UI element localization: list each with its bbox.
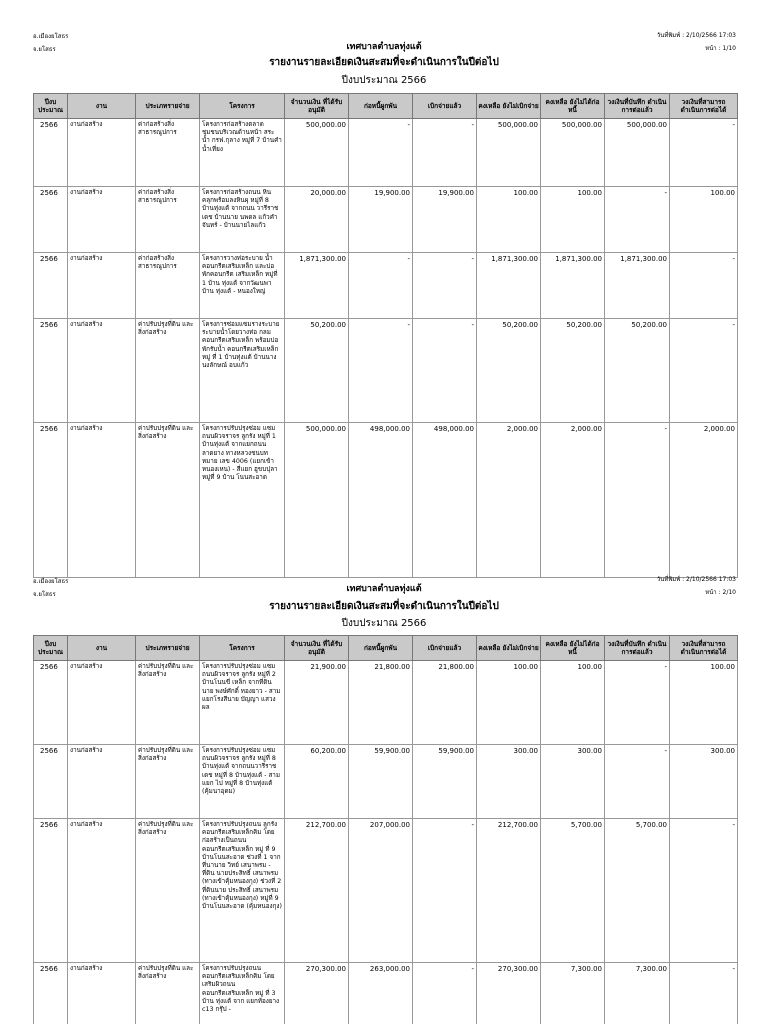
cell-section: งานก่อสร้าง bbox=[68, 319, 136, 423]
cell-expense-type: ค่าปรับปรุงที่ดิน และสิ่งก่อสร้าง bbox=[136, 423, 200, 578]
cell-available: 2,000.00 bbox=[670, 423, 738, 578]
cell-expense-type: ค่าก่อสร้างสิ่ง สาธารณูปการ bbox=[136, 253, 200, 319]
cell-continued: 50,200.00 bbox=[605, 319, 670, 423]
column-header: คงเหลือ ยังไม่เบิกจ่าย bbox=[477, 94, 541, 119]
fiscal-year: ปีงบประมาณ 2566 bbox=[341, 75, 427, 86]
cell-remaining-uncommitted: 500,000.00 bbox=[541, 119, 605, 187]
cell-disbursed: - bbox=[413, 319, 477, 423]
cell-remaining-uncommitted: 5,700.00 bbox=[541, 819, 605, 963]
cell-remaining-uncommitted: 100.00 bbox=[541, 187, 605, 253]
cell-project: โครงการปรับปรุงถนน ลูกรังคอนกรีตเสริมเหล็กคิม โดยก่อสร้างเป็นถนน คอนกรีตเสริมเหล็ก หมู่ ที่ 9 บ้านโนนสะอาด ช่วงที่ 1 จากที่นานาย วิทย์ เสนาพรม - ที่ดิน นายประสิทธิ์ เสนาพรม (ทางเข้าคุ้มหนองกุง) ช่วงที่ 2 ที่ดินนาย ประสิทธิ์ เสนาพรม (ทางเข้าคุ้มหนองกุง) หมู่ที่ 9 บ้านโนนสะอาด (คุ้มหนองกุง) bbox=[200, 819, 285, 963]
cell-committed: 21,800.00 bbox=[349, 661, 413, 745]
cell-remaining-uncommitted: 7,300.00 bbox=[541, 963, 605, 1024]
column-header: จำนวนเงิน ที่ได้รับอนุมัติ bbox=[285, 636, 349, 661]
cell-section: งานก่อสร้าง bbox=[68, 187, 136, 253]
column-header: วงเงินที่สามารถ ดำเนินการต่อได้ bbox=[670, 636, 738, 661]
table-row bbox=[34, 661, 738, 745]
column-header: เบิกจ่ายแล้ว bbox=[413, 636, 477, 661]
table-header-row bbox=[34, 94, 738, 119]
cell-expense-type: ค่าปรับปรุงที่ดิน และสิ่งก่อสร้าง bbox=[136, 745, 200, 819]
column-header: คงเหลือ ยังไม่ได้ก่อหนี้ bbox=[541, 94, 605, 119]
column-header: งาน bbox=[68, 94, 136, 119]
cell-available: - bbox=[670, 819, 738, 963]
cell-continued: - bbox=[605, 745, 670, 819]
column-header: คงเหลือ ยังไม่เบิกจ่าย bbox=[477, 636, 541, 661]
cell-year: 2566 bbox=[34, 423, 68, 578]
cell-year: 2566 bbox=[34, 253, 68, 319]
cell-disbursed: 21,800.00 bbox=[413, 661, 477, 745]
table-row bbox=[34, 187, 738, 253]
cell-remaining-undisbursed: 500,000.00 bbox=[477, 119, 541, 187]
cell-year: 2566 bbox=[34, 963, 68, 1024]
column-header: ประเภทรายจ่าย bbox=[136, 636, 200, 661]
table-row bbox=[34, 819, 738, 963]
cell-section: งานก่อสร้าง bbox=[68, 423, 136, 578]
column-header: งาน bbox=[68, 636, 136, 661]
cell-continued: - bbox=[605, 187, 670, 253]
cell-disbursed: 59,900.00 bbox=[413, 745, 477, 819]
cell-approved: 1,871,300.00 bbox=[285, 253, 349, 319]
cell-remaining-undisbursed: 100.00 bbox=[477, 661, 541, 745]
cell-committed: 207,000.00 bbox=[349, 819, 413, 963]
column-header: โครงการ bbox=[200, 94, 285, 119]
table-row bbox=[34, 745, 738, 819]
cell-section: งานก่อสร้าง bbox=[68, 963, 136, 1024]
cell-year: 2566 bbox=[34, 661, 68, 745]
cell-committed: - bbox=[349, 253, 413, 319]
print-date: วันที่พิมพ์ : 2/10/2566 17:03 bbox=[656, 576, 736, 583]
report-subtitle: รายงานรายละเอียดเงินสะสมที่จะดำเนินการในปีต่อไป bbox=[269, 57, 499, 68]
cell-available: - bbox=[670, 319, 738, 423]
cell-project: โครงการปรับปรุงซ่อม แซมถนนผิวจราจร ลูกรัง หมู่ที่ 8 บ้านทุ่งแต้ จากถนนวารีราชเดช หมู่ที่ 8 บ้านทุ่งแต้ - สามแยก ไป หมู่ที่ 8 บ้านทุ่งแต้ (คุ้มนาอุดม) bbox=[200, 745, 285, 819]
report-table bbox=[33, 93, 738, 578]
cell-disbursed: 19,900.00 bbox=[413, 187, 477, 253]
cell-disbursed: - bbox=[413, 119, 477, 187]
cell-approved: 50,200.00 bbox=[285, 319, 349, 423]
cell-continued: - bbox=[605, 423, 670, 578]
column-header: วงเงินที่สามารถ ดำเนินการต่อได้ bbox=[670, 94, 738, 119]
cell-section: งานก่อสร้าง bbox=[68, 661, 136, 745]
column-header: จำนวนเงิน ที่ได้รับอนุมัติ bbox=[285, 94, 349, 119]
cell-available: 100.00 bbox=[670, 661, 738, 745]
report-subtitle: รายงานรายละเอียดเงินสะสมที่จะดำเนินการในปีต่อไป bbox=[269, 601, 499, 612]
cell-available: - bbox=[670, 253, 738, 319]
cell-available: - bbox=[670, 963, 738, 1024]
cell-committed: 263,000.00 bbox=[349, 963, 413, 1024]
cell-disbursed: - bbox=[413, 253, 477, 319]
cell-remaining-undisbursed: 270,300.00 bbox=[477, 963, 541, 1024]
cell-project: โครงการปรับปรุงซ่อม แซมถนนผิวจราจร ลูกรัง หมู่ที่ 2 บ้านโนนขี่ เหล็ก จากที่ดินนาย พงษ์ศักดิ์ ทองยาว - สามแยกโรงสีนาย บัญญา แสวงผล bbox=[200, 661, 285, 745]
cell-continued: 500,000.00 bbox=[605, 119, 670, 187]
table-row bbox=[34, 253, 738, 319]
cell-year: 2566 bbox=[34, 187, 68, 253]
report-org-title: เทศบาลตำบลทุ่งแต้ bbox=[346, 584, 422, 594]
cell-project: โครงการวางท่อระบาย น้ำคอนกรีตเสริมเหล็ก และบ่อพักคอนกรีต เสริมเหล็ก หมู่ที่ 1 บ้าน ทุ่งแต้ จากวัฒนพาบ้าน ทุ่งแต้ - หนองใหญ่ bbox=[200, 253, 285, 319]
column-header: ก่อหนี้ผูกพัน bbox=[349, 636, 413, 661]
column-header: ปีงบ ประมาณ bbox=[34, 636, 68, 661]
cell-remaining-uncommitted: 1,871,300.00 bbox=[541, 253, 605, 319]
cell-year: 2566 bbox=[34, 319, 68, 423]
column-header: ก่อหนี้ผูกพัน bbox=[349, 94, 413, 119]
cell-section: งานก่อสร้าง bbox=[68, 119, 136, 187]
table-row bbox=[34, 319, 738, 423]
cell-year: 2566 bbox=[34, 819, 68, 963]
cell-expense-type: ค่าปรับปรุงที่ดิน และสิ่งก่อสร้าง bbox=[136, 819, 200, 963]
cell-available: 100.00 bbox=[670, 187, 738, 253]
cell-available: - bbox=[670, 119, 738, 187]
cell-section: งานก่อสร้าง bbox=[68, 253, 136, 319]
cell-expense-type: ค่าก่อสร้างสิ่ง สาธารณูปการ bbox=[136, 119, 200, 187]
cell-remaining-undisbursed: 212,700.00 bbox=[477, 819, 541, 963]
cell-remaining-uncommitted: 2,000.00 bbox=[541, 423, 605, 578]
cell-expense-type: ค่าปรับปรุงที่ดิน และสิ่งก่อสร้าง bbox=[136, 963, 200, 1024]
cell-remaining-uncommitted: 100.00 bbox=[541, 661, 605, 745]
column-header: วงเงินที่บันทึก ดำเนินการต่อแล้ว bbox=[605, 636, 670, 661]
cell-remaining-uncommitted: 300.00 bbox=[541, 745, 605, 819]
page-number: หน้า : 2/10 bbox=[705, 589, 736, 596]
cell-committed: - bbox=[349, 119, 413, 187]
cell-disbursed: - bbox=[413, 819, 477, 963]
district-label: อ.เมืองยโสธร bbox=[33, 33, 69, 40]
cell-remaining-undisbursed: 100.00 bbox=[477, 187, 541, 253]
column-header: วงเงินที่บันทึก ดำเนินการต่อแล้ว bbox=[605, 94, 670, 119]
cell-remaining-undisbursed: 50,200.00 bbox=[477, 319, 541, 423]
district-label: อ.เมืองยโสธร bbox=[33, 578, 69, 585]
province-label: จ.ยโสธร bbox=[33, 46, 56, 53]
cell-continued: 1,871,300.00 bbox=[605, 253, 670, 319]
cell-expense-type: ค่าปรับปรุงที่ดิน และสิ่งก่อสร้าง bbox=[136, 319, 200, 423]
cell-expense-type: ค่าปรับปรุงที่ดิน และสิ่งก่อสร้าง bbox=[136, 661, 200, 745]
cell-year: 2566 bbox=[34, 119, 68, 187]
cell-remaining-uncommitted: 50,200.00 bbox=[541, 319, 605, 423]
cell-committed: 59,900.00 bbox=[349, 745, 413, 819]
cell-remaining-undisbursed: 300.00 bbox=[477, 745, 541, 819]
column-header: ปีงบ ประมาณ bbox=[34, 94, 68, 119]
fiscal-year: ปีงบประมาณ 2566 bbox=[341, 618, 427, 629]
table-header-row bbox=[34, 636, 738, 661]
cell-available: 300.00 bbox=[670, 745, 738, 819]
report-table bbox=[33, 635, 738, 1024]
print-date: วันที่พิมพ์ : 2/10/2566 17:03 bbox=[656, 32, 736, 39]
province-label: จ.ยโสธร bbox=[33, 591, 56, 598]
cell-approved: 60,200.00 bbox=[285, 745, 349, 819]
cell-project: โครงการก่อสร้างตลาด ชุมชนบริเวณด้านหน้า สระน้ำ กรฟ.กุลาง หมู่ที่ 7 บ้านคำน้ำเที่ยง bbox=[200, 119, 285, 187]
cell-continued: 5,700.00 bbox=[605, 819, 670, 963]
cell-approved: 270,300.00 bbox=[285, 963, 349, 1024]
cell-disbursed: - bbox=[413, 963, 477, 1024]
column-header: เบิกจ่ายแล้ว bbox=[413, 94, 477, 119]
cell-continued: 7,300.00 bbox=[605, 963, 670, 1024]
column-header: คงเหลือ ยังไม่ได้ก่อหนี้ bbox=[541, 636, 605, 661]
report-org-title: เทศบาลตำบลทุ่งแต้ bbox=[346, 42, 422, 52]
cell-project: โครงการปรับปรุงถนน คอนกรีตเสริมเหล็กคิม โดยเสริมผิวถนน คอนกรีตเสริมเหล็ก หมู่ ที่ 3 บ้าน ทุ่งแต้ จาก แยกท้องยาง c13 กรุ๊ป - bbox=[200, 963, 285, 1024]
cell-continued: - bbox=[605, 661, 670, 745]
cell-approved: 500,000.00 bbox=[285, 423, 349, 578]
cell-remaining-undisbursed: 2,000.00 bbox=[477, 423, 541, 578]
cell-section: งานก่อสร้าง bbox=[68, 745, 136, 819]
page-number: หน้า : 1/10 bbox=[705, 45, 736, 52]
column-header: ประเภทรายจ่าย bbox=[136, 94, 200, 119]
cell-committed: 498,000.00 bbox=[349, 423, 413, 578]
table-row bbox=[34, 119, 738, 187]
cell-project: โครงการซ่อมแซมรางระบาย ระบายน้ำโดยวางท่อ กลมคอนกรีตเสริมเหล็ก พร้อมบ่อพักรับน้ำ คอนกรีตเสริมเหล็ก หมู่ ที่ 1 บ้านทุ่งแต้ บ้านนาง นงลักษณ์ อบแก้ว bbox=[200, 319, 285, 423]
cell-committed: - bbox=[349, 319, 413, 423]
cell-year: 2566 bbox=[34, 745, 68, 819]
cell-approved: 20,000.00 bbox=[285, 187, 349, 253]
cell-approved: 500,000.00 bbox=[285, 119, 349, 187]
table-row bbox=[34, 423, 738, 578]
cell-approved: 21,900.00 bbox=[285, 661, 349, 745]
table-row bbox=[34, 963, 738, 1024]
cell-section: งานก่อสร้าง bbox=[68, 819, 136, 963]
cell-project: โครงการก่อสร้างถนน หินคลุกพร้อมลงหินผุ หมู่ที่ 8 บ้านทุ่งแต้ จากถนน วารีราชเดช บ้านนาย นพดล แก้วคำจันทร์ - บ้านนายไลแก้ว bbox=[200, 187, 285, 253]
report-page-2 bbox=[0, 565, 768, 1024]
cell-committed: 19,900.00 bbox=[349, 187, 413, 253]
cell-remaining-undisbursed: 1,871,300.00 bbox=[477, 253, 541, 319]
cell-expense-type: ค่าก่อสร้างสิ่ง สาธารณูปการ bbox=[136, 187, 200, 253]
cell-project: โครงการปรับปรุงซ่อม แซมถนนผิวจราจร ลูกรัง หมู่ที่ 1 บ้านทุ่งแต้ จากแยกถนนลาดยาง ทางหลวงชนบท หมาย เลข 4006 (แยกเข้า หนองเหน) - สี่แยก ฮูขบปุลา หมู่ที่ 9 บ้าน โนนสะอาด bbox=[200, 423, 285, 578]
cell-disbursed: 498,000.00 bbox=[413, 423, 477, 578]
cell-approved: 212,700.00 bbox=[285, 819, 349, 963]
column-header: โครงการ bbox=[200, 636, 285, 661]
